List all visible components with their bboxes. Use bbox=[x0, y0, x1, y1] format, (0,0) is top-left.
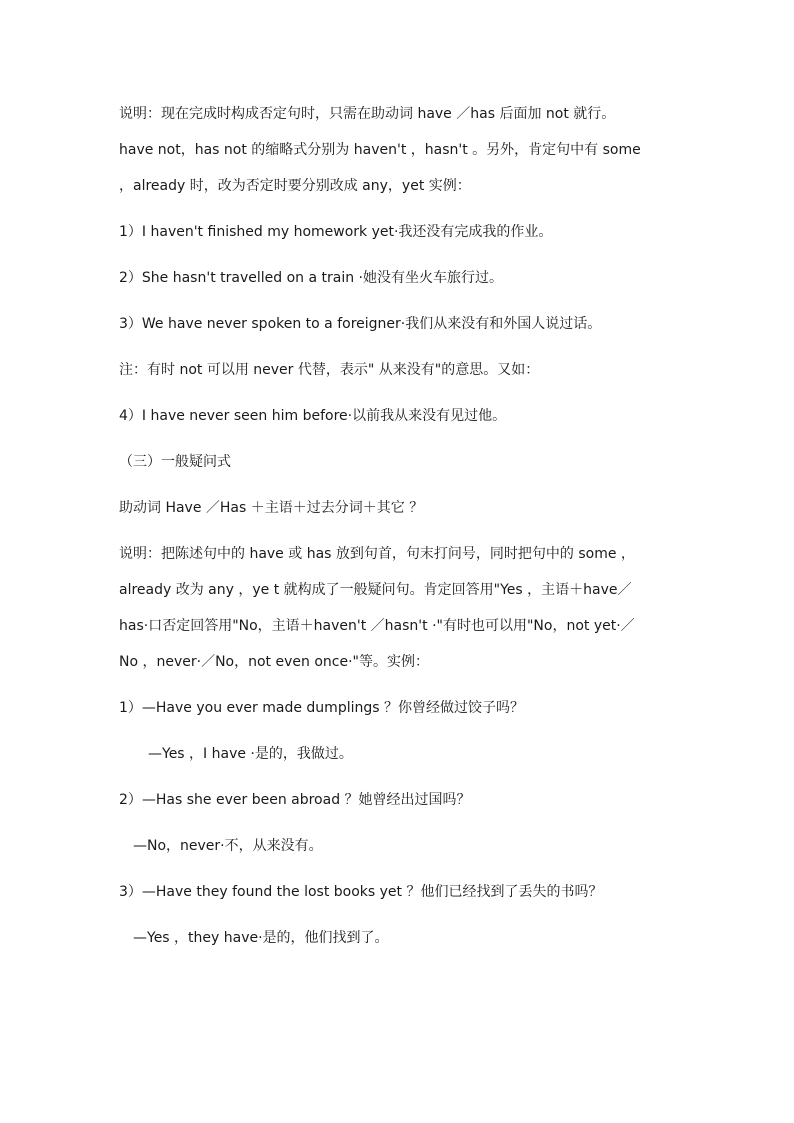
question-explanation-line-3: has·口否定回答用"No，主语＋haven't ／hasn't ·"有时也可以用"No，not yet·／ bbox=[119, 618, 635, 634]
example-sentence-4: 4）I have never seen him before·以前我从来没有见过他。 bbox=[119, 408, 507, 424]
question-example-1: 1）—Have you ever made dumplings ？你曾经做过饺子吗？ bbox=[119, 700, 524, 716]
question-explanation-line-2: already 改为 any ，ye t 就构成了一般疑问句。肯定回答用"Yes ，主语＋have／ bbox=[119, 582, 632, 598]
section-heading: （三）一般疑问式 bbox=[119, 454, 231, 470]
formula-line: 助动词 Have ／Has ＋主语＋过去分词＋其它 ？ bbox=[119, 500, 424, 516]
paragraph-explanation-line-3: ，already 时，改为否定时要分别改成 any，yet 实例： bbox=[119, 178, 471, 194]
answer-example-3: —Yes ，they have·是的，他们找到了。 bbox=[133, 930, 389, 946]
note-line: 注：有时 not 可以用 never 代替，表示" 从来没有"的意思。又如： bbox=[119, 362, 540, 378]
question-explanation-line-1: 说明：把陈述句中的 have 或 has 放到句首，句末打问号，同时把句中的 some ， bbox=[119, 546, 635, 562]
example-sentence-1: 1）I haven't finished my homework yet·我还没有完成我的作业。 bbox=[119, 224, 553, 240]
question-example-2: 2）—Has she ever been abroad ？她曾经出过国吗？ bbox=[119, 792, 471, 808]
answer-example-1: —Yes ，I have ·是的，我做过。 bbox=[148, 746, 353, 762]
paragraph-explanation-line-2: have not，has not 的缩略式分别为 haven't ，hasn't 。另外，肯定句中有 some bbox=[119, 142, 641, 158]
example-sentence-2: 2）She hasn't travelled on a train ·她没有坐火车旅行过。 bbox=[119, 270, 503, 286]
question-explanation-line-4: No ，never·／No，not even once·"等。实例： bbox=[119, 654, 429, 670]
question-example-3: 3）—Have they found the lost books yet ？他们已经找到了丢失的书吗？ bbox=[119, 884, 603, 900]
paragraph-explanation-line-1: 说明：现在完成时构成否定句时，只需在助动词 have ／has 后面加 not 就行。 bbox=[119, 106, 616, 122]
example-sentence-3: 3）We have never spoken to a foreigner·我们从来没有和外国人说过话。 bbox=[119, 316, 602, 332]
answer-example-2: —No，never·不，从来没有。 bbox=[133, 838, 323, 854]
